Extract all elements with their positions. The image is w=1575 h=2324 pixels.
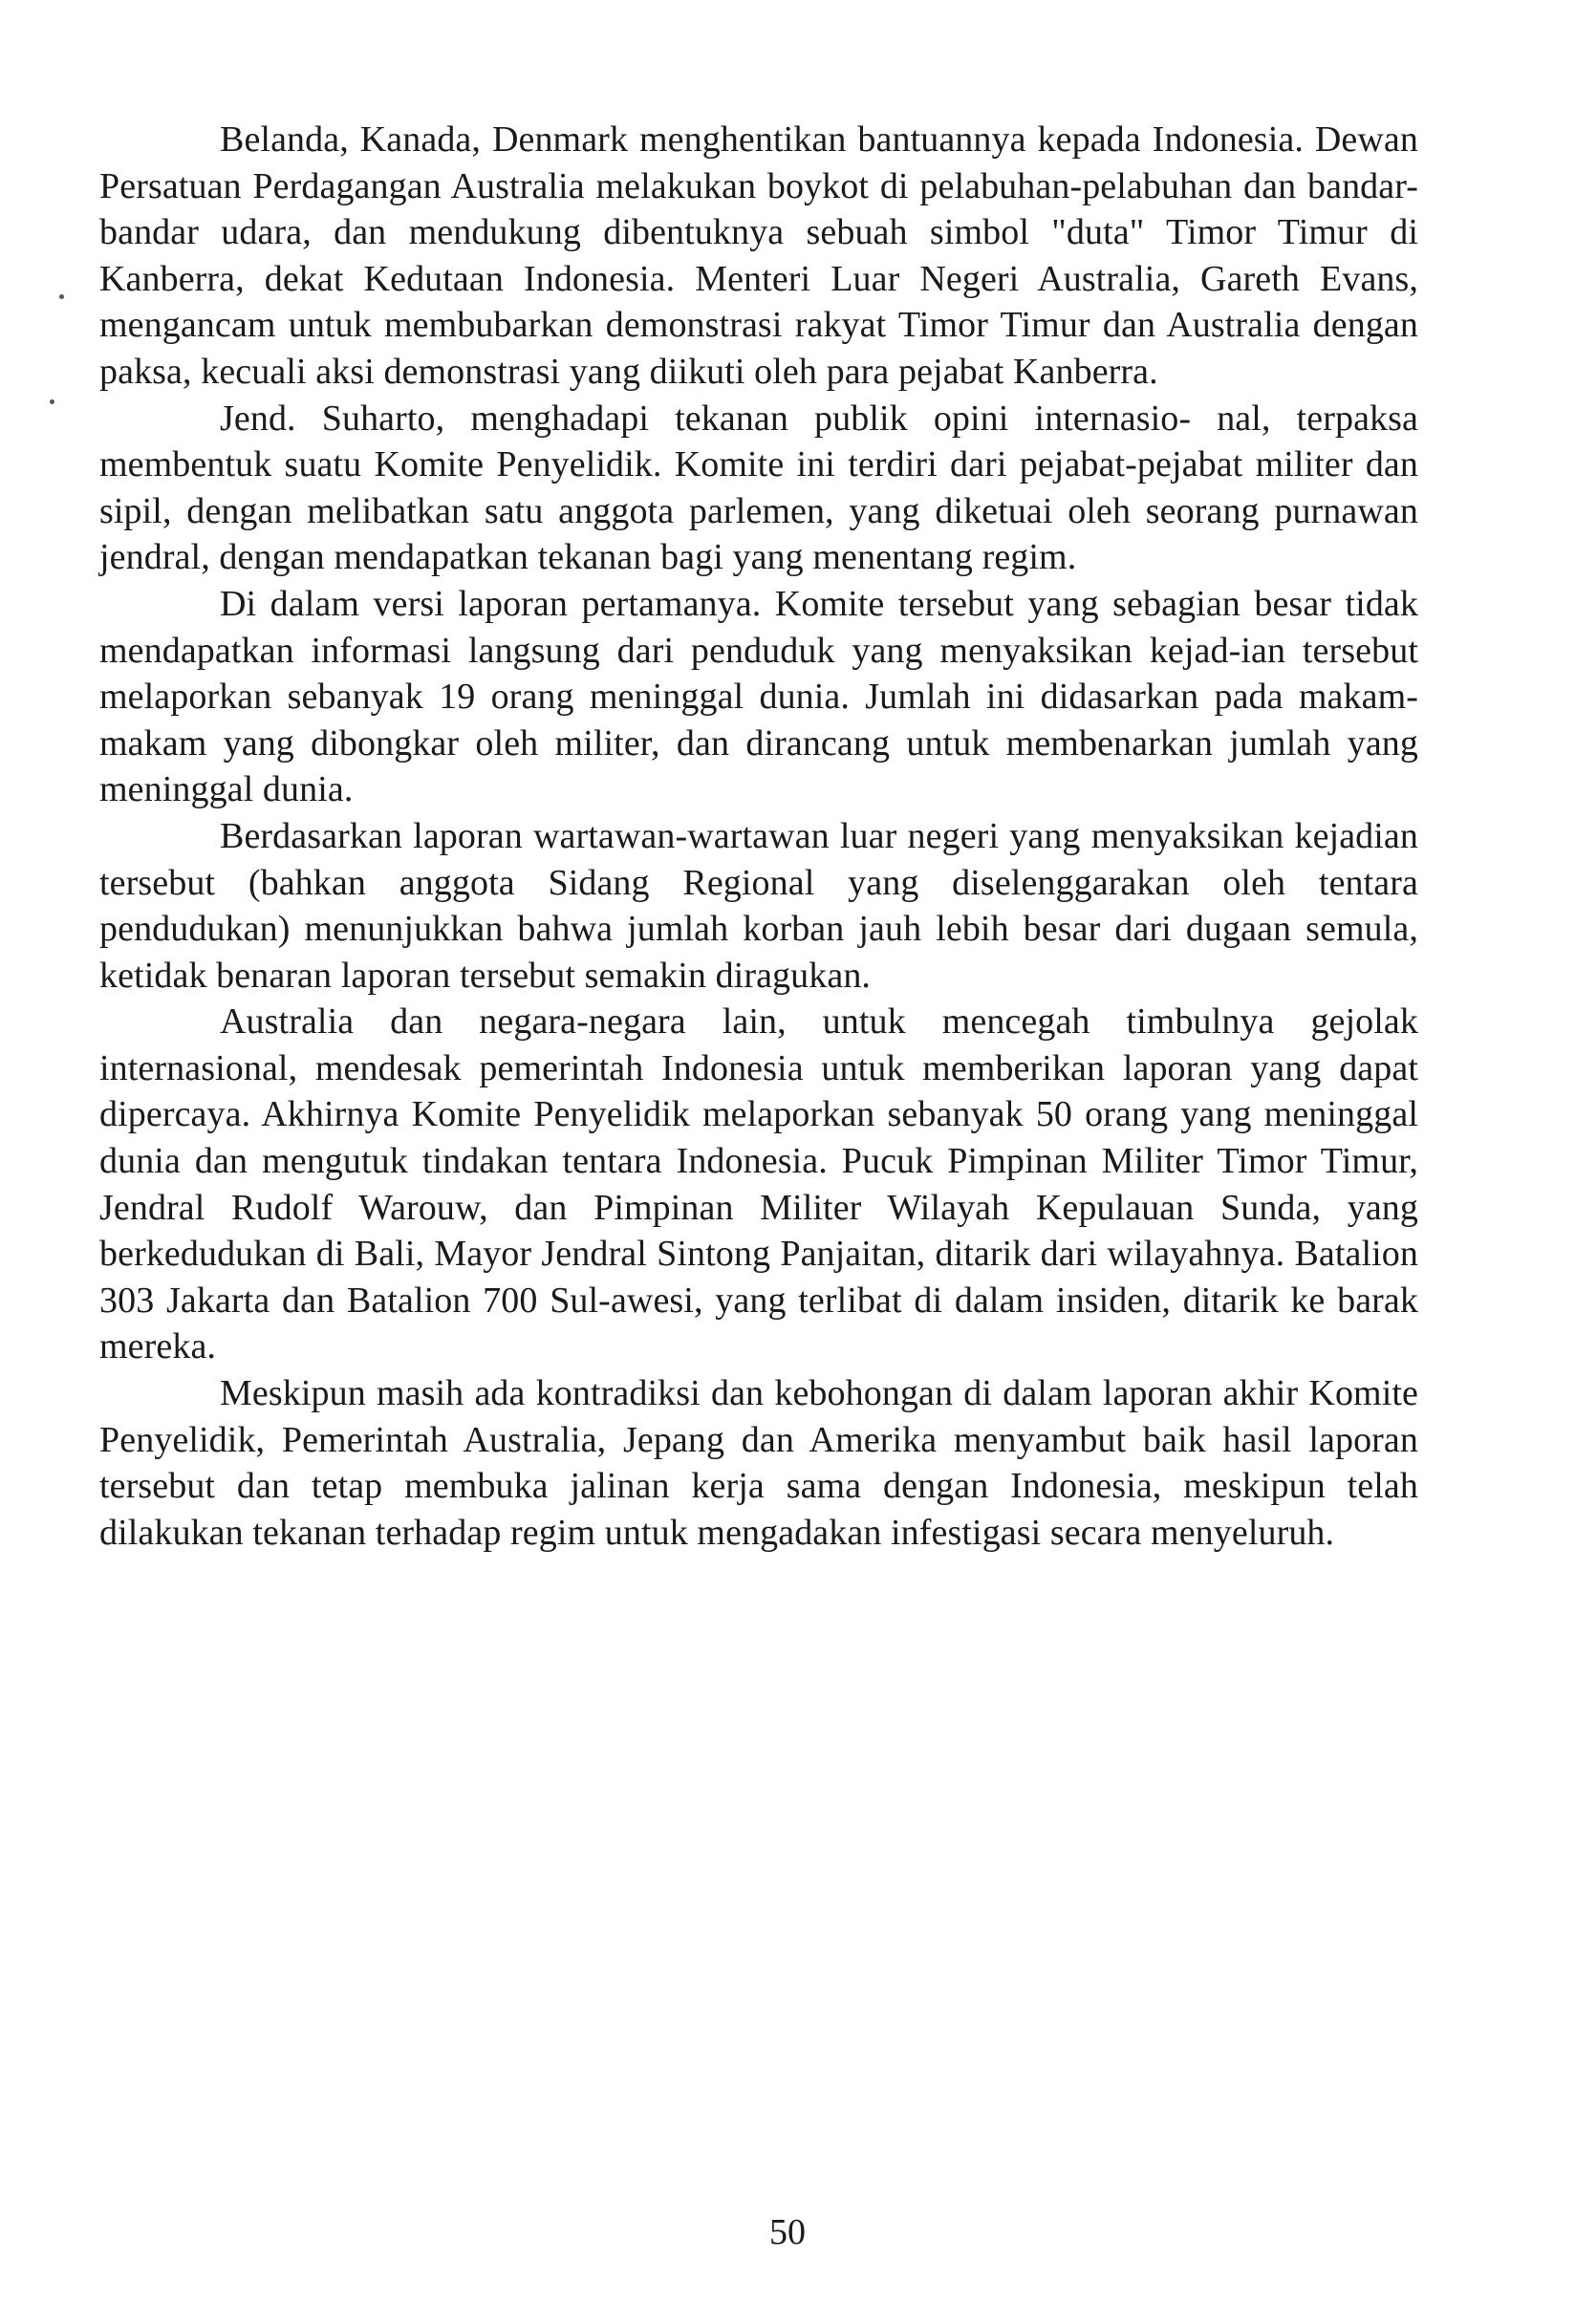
- paragraph-6: Meskipun masih ada kontradiksi dan kebohongan di dalam laporan akhir Komite Penyelidik, Pemerintah Australia, Jepang dan Amerika menyambut baik hasil laporan tersebut dan tetap membuka jalinan kerja sama dengan Indonesia, meskipun telah dilakukan tekanan terhadap regim untuk mengadakan infestigasi secara menyeluruh.: [99, 1373, 1418, 1553]
- paragraph-1: Belanda, Kanada, Denmark menghentikan bantuannya kepada Indonesia. Dewan Persatuan Perdagangan Australia melakukan boykot di pelabuhan-pelabuhan dan bandar-bandar udara, dan mendukung dibentuknya sebuah simbol "duta" Timor Timur di Kanberra, dekat Kedutaan Indonesia. Menteri Luar Negeri Australia, Gareth Evans, mengancam untuk membubarkan demonstrasi rakyat Timor Timur dan Australia dengan paksa, kecuali aksi demonstrasi yang diikuti oleh para pejabat Kanberra.: [99, 119, 1418, 392]
- paragraph-4: Berdasarkan laporan wartawan-wartawan luar negeri yang menyaksikan kejadian tersebut (bahkan anggota Sidang Regional yang diselenggarakan oleh tentara pendudukan) menunjukkan bahwa jumlah korban jauh lebih besar dari dugaan semula, ketidak benaran laporan tersebut semakin diragukan.: [99, 815, 1418, 996]
- page-number: 50: [769, 2212, 806, 2252]
- scan-speck: [50, 399, 54, 404]
- paragraph-3: Di dalam versi laporan pertamanya. Komite tersebut yang sebagian besar tidak mendapatkan informasi langsung dari penduduk yang menyaksikan kejad-ian tersebut melaporkan sebanyak 19 orang meninggal dunia. Jumlah ini didasarkan pada makam-makam yang dibongkar oleh militer, dan dirancang untuk membenarkan jumlah yang meninggal dunia.: [99, 583, 1418, 810]
- paragraph-2: Jend. Suharto, menghadapi tekanan publik opini internasio- nal, terpaksa membentuk suatu Komite Penyelidik. Komite ini terdiri dari pejabat-pejabat militer dan sipil, dengan melibatkan satu anggota parlemen, yang diketuai oleh seorang purnawan jendral, dengan mendapatkan tekanan bagi yang menentang regim.: [99, 398, 1418, 578]
- paragraph-5: Australia dan negara-negara lain, untuk mencegah timbulnya gejolak internasional, mendesak pemerintah Indonesia untuk memberikan laporan yang dapat dipercaya. Akhirnya Komite Penyelidik melaporkan sebanyak 50 orang yang meninggal dunia dan mengutuk tindakan tentara Indonesia. Pucuk Pimpinan Militer Timor Timur, Jendral Rudolf Warouw, dan Pimpinan Militer Wilayah Kepulauan Sunda, yang berkedudukan di Bali, Mayor Jendral Sintong Panjaitan, ditarik dari wilayahnya. Batalion 303 Jakarta dan Batalion 700 Sul-awesi, yang terlibat di dalam insiden, ditarik ke barak mereka.: [99, 1001, 1418, 1367]
- scan-speck: [59, 294, 64, 299]
- body-text: [99, 117, 1418, 1556]
